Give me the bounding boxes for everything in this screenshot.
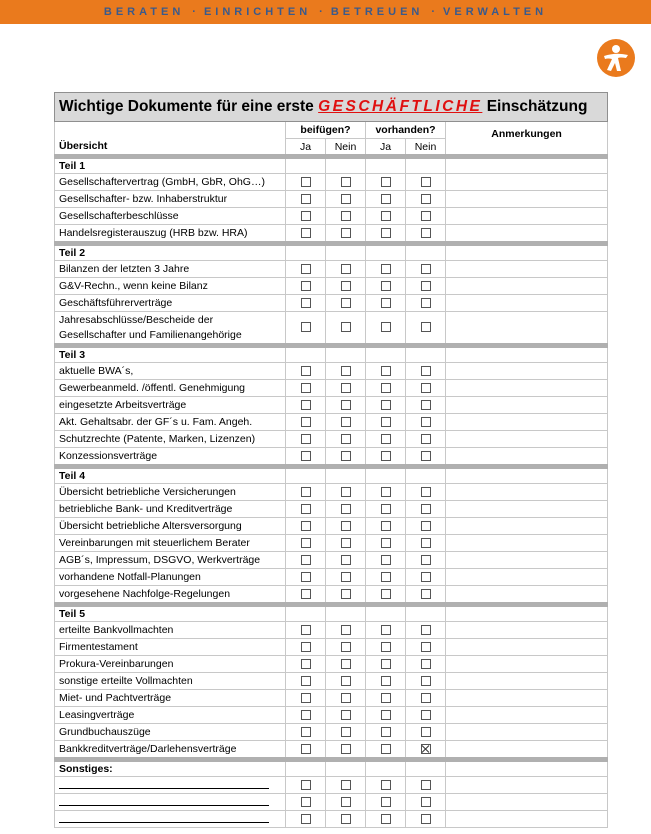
- checklist-row: [55, 673, 608, 690]
- checkbox[interactable]: [301, 538, 311, 548]
- checkbox[interactable]: [421, 228, 431, 238]
- checkbox[interactable]: [381, 264, 391, 274]
- document-label: Handelsregisterauszug (HRB bzw. HRA): [55, 225, 286, 244]
- checklist-row: [55, 501, 608, 518]
- checkbox[interactable]: [341, 298, 351, 308]
- remarks-cell[interactable]: [446, 174, 608, 191]
- checkbox[interactable]: [381, 572, 391, 582]
- checkbox[interactable]: [301, 211, 311, 221]
- title-suffix: Einschätzung: [486, 98, 588, 115]
- available-no-header: Nein: [406, 139, 446, 157]
- checkbox[interactable]: [301, 383, 311, 393]
- checklist-row: [55, 552, 608, 569]
- checkbox[interactable]: [301, 194, 311, 204]
- checkbox[interactable]: [421, 298, 431, 308]
- document-label: sonstige erteilte Vollmachten: [55, 673, 286, 690]
- document-label: Prokura-Vereinbarungen: [55, 656, 286, 673]
- checkbox[interactable]: [421, 521, 431, 531]
- section-title: Teil 1: [55, 157, 286, 174]
- remarks-cell[interactable]: [446, 569, 608, 586]
- remarks-cell[interactable]: [446, 724, 608, 741]
- checkbox[interactable]: [341, 659, 351, 669]
- other-document-row: [55, 777, 608, 794]
- checklist-row: [55, 295, 608, 312]
- document-label: G&V-Rechn., wenn keine Bilanz: [55, 278, 286, 295]
- checkbox[interactable]: [301, 228, 311, 238]
- document-label: Grundbuchauszüge: [55, 724, 286, 741]
- checklist-row: [55, 397, 608, 414]
- checkbox[interactable]: [421, 555, 431, 565]
- checkbox[interactable]: [421, 659, 431, 669]
- remarks-cell[interactable]: [446, 690, 608, 707]
- available-yes-header: Ja: [366, 139, 406, 157]
- remarks-cell[interactable]: [446, 295, 608, 312]
- checkbox[interactable]: [381, 780, 391, 790]
- checkbox[interactable]: [381, 727, 391, 737]
- checkbox[interactable]: [421, 676, 431, 686]
- checkbox[interactable]: [381, 642, 391, 652]
- checkbox[interactable]: [421, 211, 431, 221]
- remarks-cell[interactable]: [446, 191, 608, 208]
- checkbox[interactable]: [421, 281, 431, 291]
- checkbox[interactable]: [301, 642, 311, 652]
- remarks-cell[interactable]: [446, 639, 608, 656]
- remarks-cell[interactable]: [446, 414, 608, 431]
- checkbox[interactable]: [381, 400, 391, 410]
- checkbox[interactable]: [301, 281, 311, 291]
- checkbox[interactable]: [341, 322, 351, 332]
- document-label: Schutzrechte (Patente, Marken, Lizenzen): [55, 431, 286, 448]
- checklist-row: [55, 639, 608, 656]
- checkbox[interactable]: [421, 434, 431, 444]
- document-label: Konzessionsverträge: [55, 448, 286, 467]
- section-title: Teil 5: [55, 605, 286, 622]
- remarks-cell[interactable]: [446, 208, 608, 225]
- checkbox[interactable]: [381, 177, 391, 187]
- checkbox[interactable]: [341, 451, 351, 461]
- banner-word: BETREUEN: [330, 6, 424, 18]
- checkbox[interactable]: [301, 451, 311, 461]
- checkbox-checked[interactable]: [421, 744, 431, 754]
- checkbox[interactable]: [341, 487, 351, 497]
- document-label: betriebliche Bank- und Kreditverträge: [55, 501, 286, 518]
- remarks-cell[interactable]: [446, 518, 608, 535]
- document-label: aktuelle BWA´s,: [55, 363, 286, 380]
- checkbox[interactable]: [421, 780, 431, 790]
- remarks-cell[interactable]: [446, 225, 608, 244]
- checkbox[interactable]: [421, 589, 431, 599]
- remarks-cell[interactable]: [446, 707, 608, 724]
- document-label: Bilanzen der letzten 3 Jahre: [55, 261, 286, 278]
- checkbox[interactable]: [301, 400, 311, 410]
- checkbox[interactable]: [341, 194, 351, 204]
- document-checklist-table: [54, 92, 608, 828]
- checkbox[interactable]: [341, 177, 351, 187]
- checkbox[interactable]: [421, 814, 431, 824]
- document-label: Miet- und Pachtverträge: [55, 690, 286, 707]
- banner-separator: ·: [319, 6, 323, 18]
- checkbox[interactable]: [381, 417, 391, 427]
- checkbox[interactable]: [421, 383, 431, 393]
- remarks-cell[interactable]: [446, 484, 608, 501]
- checklist-row: [55, 448, 608, 467]
- checkbox[interactable]: [341, 521, 351, 531]
- checkbox[interactable]: [341, 780, 351, 790]
- checkbox[interactable]: [381, 797, 391, 807]
- checkbox[interactable]: [341, 228, 351, 238]
- checkbox[interactable]: [381, 538, 391, 548]
- checkbox[interactable]: [381, 322, 391, 332]
- other-document-row: [55, 811, 608, 828]
- checkbox[interactable]: [341, 625, 351, 635]
- document-label: Übersicht betriebliche Altersversorgung: [55, 518, 286, 535]
- checkbox[interactable]: [381, 504, 391, 514]
- attach-header: beifügen?: [286, 122, 366, 139]
- checkbox[interactable]: [381, 383, 391, 393]
- checkbox[interactable]: [301, 814, 311, 824]
- checkbox[interactable]: [421, 322, 431, 332]
- section-title: Teil 4: [55, 467, 286, 484]
- checkbox[interactable]: [421, 417, 431, 427]
- checklist-row: [55, 656, 608, 673]
- checkbox[interactable]: [341, 281, 351, 291]
- checkbox[interactable]: [421, 451, 431, 461]
- checkbox[interactable]: [341, 504, 351, 514]
- document-label: Vereinbarungen mit steuerlichem Berater: [55, 535, 286, 552]
- checklist-row: [55, 741, 608, 760]
- checkbox[interactable]: [421, 487, 431, 497]
- banner-word: EINRICHTEN: [203, 6, 312, 18]
- checklist-row: [55, 380, 608, 397]
- available-header: vorhanden?: [366, 122, 446, 139]
- banner-separator: ·: [192, 6, 196, 18]
- remarks-cell[interactable]: [446, 448, 608, 467]
- attach-no-header: Nein: [326, 139, 366, 157]
- checkbox[interactable]: [421, 727, 431, 737]
- remarks-cell[interactable]: [446, 656, 608, 673]
- checklist-row: [55, 174, 608, 191]
- checkbox[interactable]: [421, 504, 431, 514]
- checkbox[interactable]: [421, 400, 431, 410]
- checkbox[interactable]: [381, 693, 391, 703]
- checkbox[interactable]: [341, 417, 351, 427]
- remarks-cell[interactable]: [446, 552, 608, 569]
- checkbox[interactable]: [381, 676, 391, 686]
- checkbox[interactable]: [421, 572, 431, 582]
- remarks-cell[interactable]: [446, 397, 608, 414]
- checkbox[interactable]: [381, 194, 391, 204]
- checklist-row: [55, 191, 608, 208]
- checkbox[interactable]: [341, 744, 351, 754]
- checklist-row: [55, 278, 608, 295]
- section-title: Teil 3: [55, 346, 286, 363]
- checkbox[interactable]: [421, 366, 431, 376]
- checkbox[interactable]: [341, 710, 351, 720]
- banner-word: VERWALTEN: [443, 6, 548, 18]
- document-label: erteilte Bankvollmachten: [55, 622, 286, 639]
- checkbox[interactable]: [341, 211, 351, 221]
- document-label: vorhandene Notfall-Planungen: [55, 569, 286, 586]
- document-label: Bankkreditverträge/Darlehensverträge: [55, 741, 286, 760]
- checkbox[interactable]: [301, 417, 311, 427]
- other-document-row: [55, 794, 608, 811]
- checkbox[interactable]: [301, 264, 311, 274]
- checklist-row: [55, 208, 608, 225]
- checkbox[interactable]: [301, 710, 311, 720]
- document-label: Leasingverträge: [55, 707, 286, 724]
- banner-separator: ·: [431, 6, 436, 18]
- checklist-row: [55, 225, 608, 244]
- checkbox[interactable]: [381, 211, 391, 221]
- title-highlight: GESCHÄFTLICHE: [318, 98, 483, 115]
- checkbox[interactable]: [341, 727, 351, 737]
- checkbox[interactable]: [381, 521, 391, 531]
- document-label: Gesellschaftervertrag (GmbH, GbR, OhG…): [55, 174, 286, 191]
- checkbox[interactable]: [341, 555, 351, 565]
- checkbox[interactable]: [341, 797, 351, 807]
- page-title: [55, 93, 608, 122]
- remarks-cell[interactable]: [446, 622, 608, 639]
- checklist-row: [55, 569, 608, 586]
- attach-yes-header: Ja: [286, 139, 326, 157]
- checkbox[interactable]: [381, 487, 391, 497]
- others-title: Sonstiges:: [55, 760, 286, 777]
- checklist-row: [55, 518, 608, 535]
- banner-word: BERATEN: [103, 6, 185, 18]
- checkbox[interactable]: [381, 659, 391, 669]
- checkbox[interactable]: [301, 177, 311, 187]
- checkbox[interactable]: [301, 780, 311, 790]
- document-label: vorgesehene Nachfolge-Regelungen: [55, 586, 286, 605]
- checkbox[interactable]: [341, 366, 351, 376]
- checkbox[interactable]: [301, 572, 311, 582]
- checkbox[interactable]: [421, 177, 431, 187]
- checkbox[interactable]: [341, 572, 351, 582]
- checkbox[interactable]: [421, 194, 431, 204]
- checklist-row: [55, 724, 608, 741]
- checkbox[interactable]: [341, 538, 351, 548]
- write-in-line[interactable]: [59, 812, 269, 823]
- checkbox[interactable]: [341, 676, 351, 686]
- title-prefix: Wichtige Dokumente für eine erste: [59, 98, 314, 115]
- remarks-cell[interactable]: [446, 312, 608, 346]
- remarks-cell[interactable]: [446, 741, 608, 760]
- checkbox[interactable]: [341, 814, 351, 824]
- checkbox[interactable]: [381, 451, 391, 461]
- overview-header: Übersicht: [55, 122, 286, 157]
- checkbox[interactable]: [301, 744, 311, 754]
- checklist-row: [55, 312, 608, 346]
- checkbox[interactable]: [301, 555, 311, 565]
- checkbox[interactable]: [381, 589, 391, 599]
- checkbox[interactable]: [381, 434, 391, 444]
- checkbox[interactable]: [301, 659, 311, 669]
- document-label: Akt. Gehaltsabr. der GF´s u. Fam. Angeh.: [55, 414, 286, 431]
- checkbox[interactable]: [381, 281, 391, 291]
- checkbox[interactable]: [381, 298, 391, 308]
- checkbox[interactable]: [341, 264, 351, 274]
- document-label: Gewerbeanmeld. /öffentl. Genehmigung: [55, 380, 286, 397]
- checkbox[interactable]: [341, 383, 351, 393]
- checklist-row: [55, 690, 608, 707]
- checkbox[interactable]: [341, 642, 351, 652]
- checkbox[interactable]: [421, 710, 431, 720]
- checkbox[interactable]: [301, 298, 311, 308]
- checkbox[interactable]: [341, 434, 351, 444]
- checkbox[interactable]: [421, 797, 431, 807]
- checkbox[interactable]: [301, 487, 311, 497]
- checkbox[interactable]: [301, 434, 311, 444]
- remarks-cell[interactable]: [446, 501, 608, 518]
- checkbox[interactable]: [341, 400, 351, 410]
- checklist-row: [55, 261, 608, 278]
- checkbox[interactable]: [381, 366, 391, 376]
- remarks-cell[interactable]: [446, 380, 608, 397]
- checklist-row: [55, 707, 608, 724]
- checklist-row: [55, 622, 608, 639]
- checkbox[interactable]: [381, 710, 391, 720]
- checkbox[interactable]: [301, 727, 311, 737]
- remarks-cell[interactable]: [446, 535, 608, 552]
- remarks-cell[interactable]: [446, 777, 608, 794]
- remarks-cell[interactable]: [446, 363, 608, 380]
- checkbox[interactable]: [301, 322, 311, 332]
- person-figure-logo-icon: [596, 38, 636, 78]
- remarks-cell[interactable]: [446, 811, 608, 828]
- checkbox[interactable]: [301, 625, 311, 635]
- checkbox[interactable]: [301, 676, 311, 686]
- checklist-row: [55, 484, 608, 501]
- section-title: Teil 2: [55, 244, 286, 261]
- checklist-row: [55, 431, 608, 448]
- checkbox[interactable]: [301, 693, 311, 703]
- document-label: AGB´s, Impressum, DSGVO, Werkverträge: [55, 552, 286, 569]
- remarks-header: Anmerkungen: [446, 122, 608, 157]
- document-label: Geschäftsführerverträge: [55, 295, 286, 312]
- checkbox[interactable]: [381, 814, 391, 824]
- document-label: Jahresabschlüsse/Bescheide der Gesellschafter und Familienangehörige: [55, 312, 286, 346]
- checkbox[interactable]: [301, 366, 311, 376]
- checkbox[interactable]: [341, 589, 351, 599]
- checkbox[interactable]: [301, 504, 311, 514]
- checkbox[interactable]: [421, 693, 431, 703]
- checkbox[interactable]: [421, 642, 431, 652]
- checklist-row: [55, 535, 608, 552]
- document-label: Gesellschafterbeschlüsse: [55, 208, 286, 225]
- checkbox[interactable]: [421, 625, 431, 635]
- write-in-line[interactable]: [59, 795, 269, 806]
- checklist-row: [55, 586, 608, 605]
- checkbox[interactable]: [301, 521, 311, 531]
- remarks-cell[interactable]: [446, 278, 608, 295]
- checkbox[interactable]: [381, 625, 391, 635]
- checkbox[interactable]: [301, 589, 311, 599]
- checkbox[interactable]: [421, 538, 431, 548]
- checkbox[interactable]: [301, 797, 311, 807]
- checklist-row: [55, 414, 608, 431]
- checkbox[interactable]: [421, 264, 431, 274]
- checkbox[interactable]: [381, 744, 391, 754]
- checkbox[interactable]: [341, 693, 351, 703]
- checklist-row: [55, 363, 608, 380]
- remarks-cell[interactable]: [446, 794, 608, 811]
- checkbox[interactable]: [381, 555, 391, 565]
- remarks-cell[interactable]: [446, 261, 608, 278]
- header-banner: [0, 0, 651, 24]
- document-label: eingesetzte Arbeitsverträge: [55, 397, 286, 414]
- remarks-cell[interactable]: [446, 673, 608, 690]
- document-label: Gesellschafter- bzw. Inhaberstruktur: [55, 191, 286, 208]
- checkbox[interactable]: [381, 228, 391, 238]
- remarks-cell[interactable]: [446, 586, 608, 605]
- remarks-cell[interactable]: [446, 431, 608, 448]
- document-label: Übersicht betriebliche Versicherungen: [55, 484, 286, 501]
- document-label: Firmentestament: [55, 639, 286, 656]
- write-in-line[interactable]: [59, 778, 269, 789]
